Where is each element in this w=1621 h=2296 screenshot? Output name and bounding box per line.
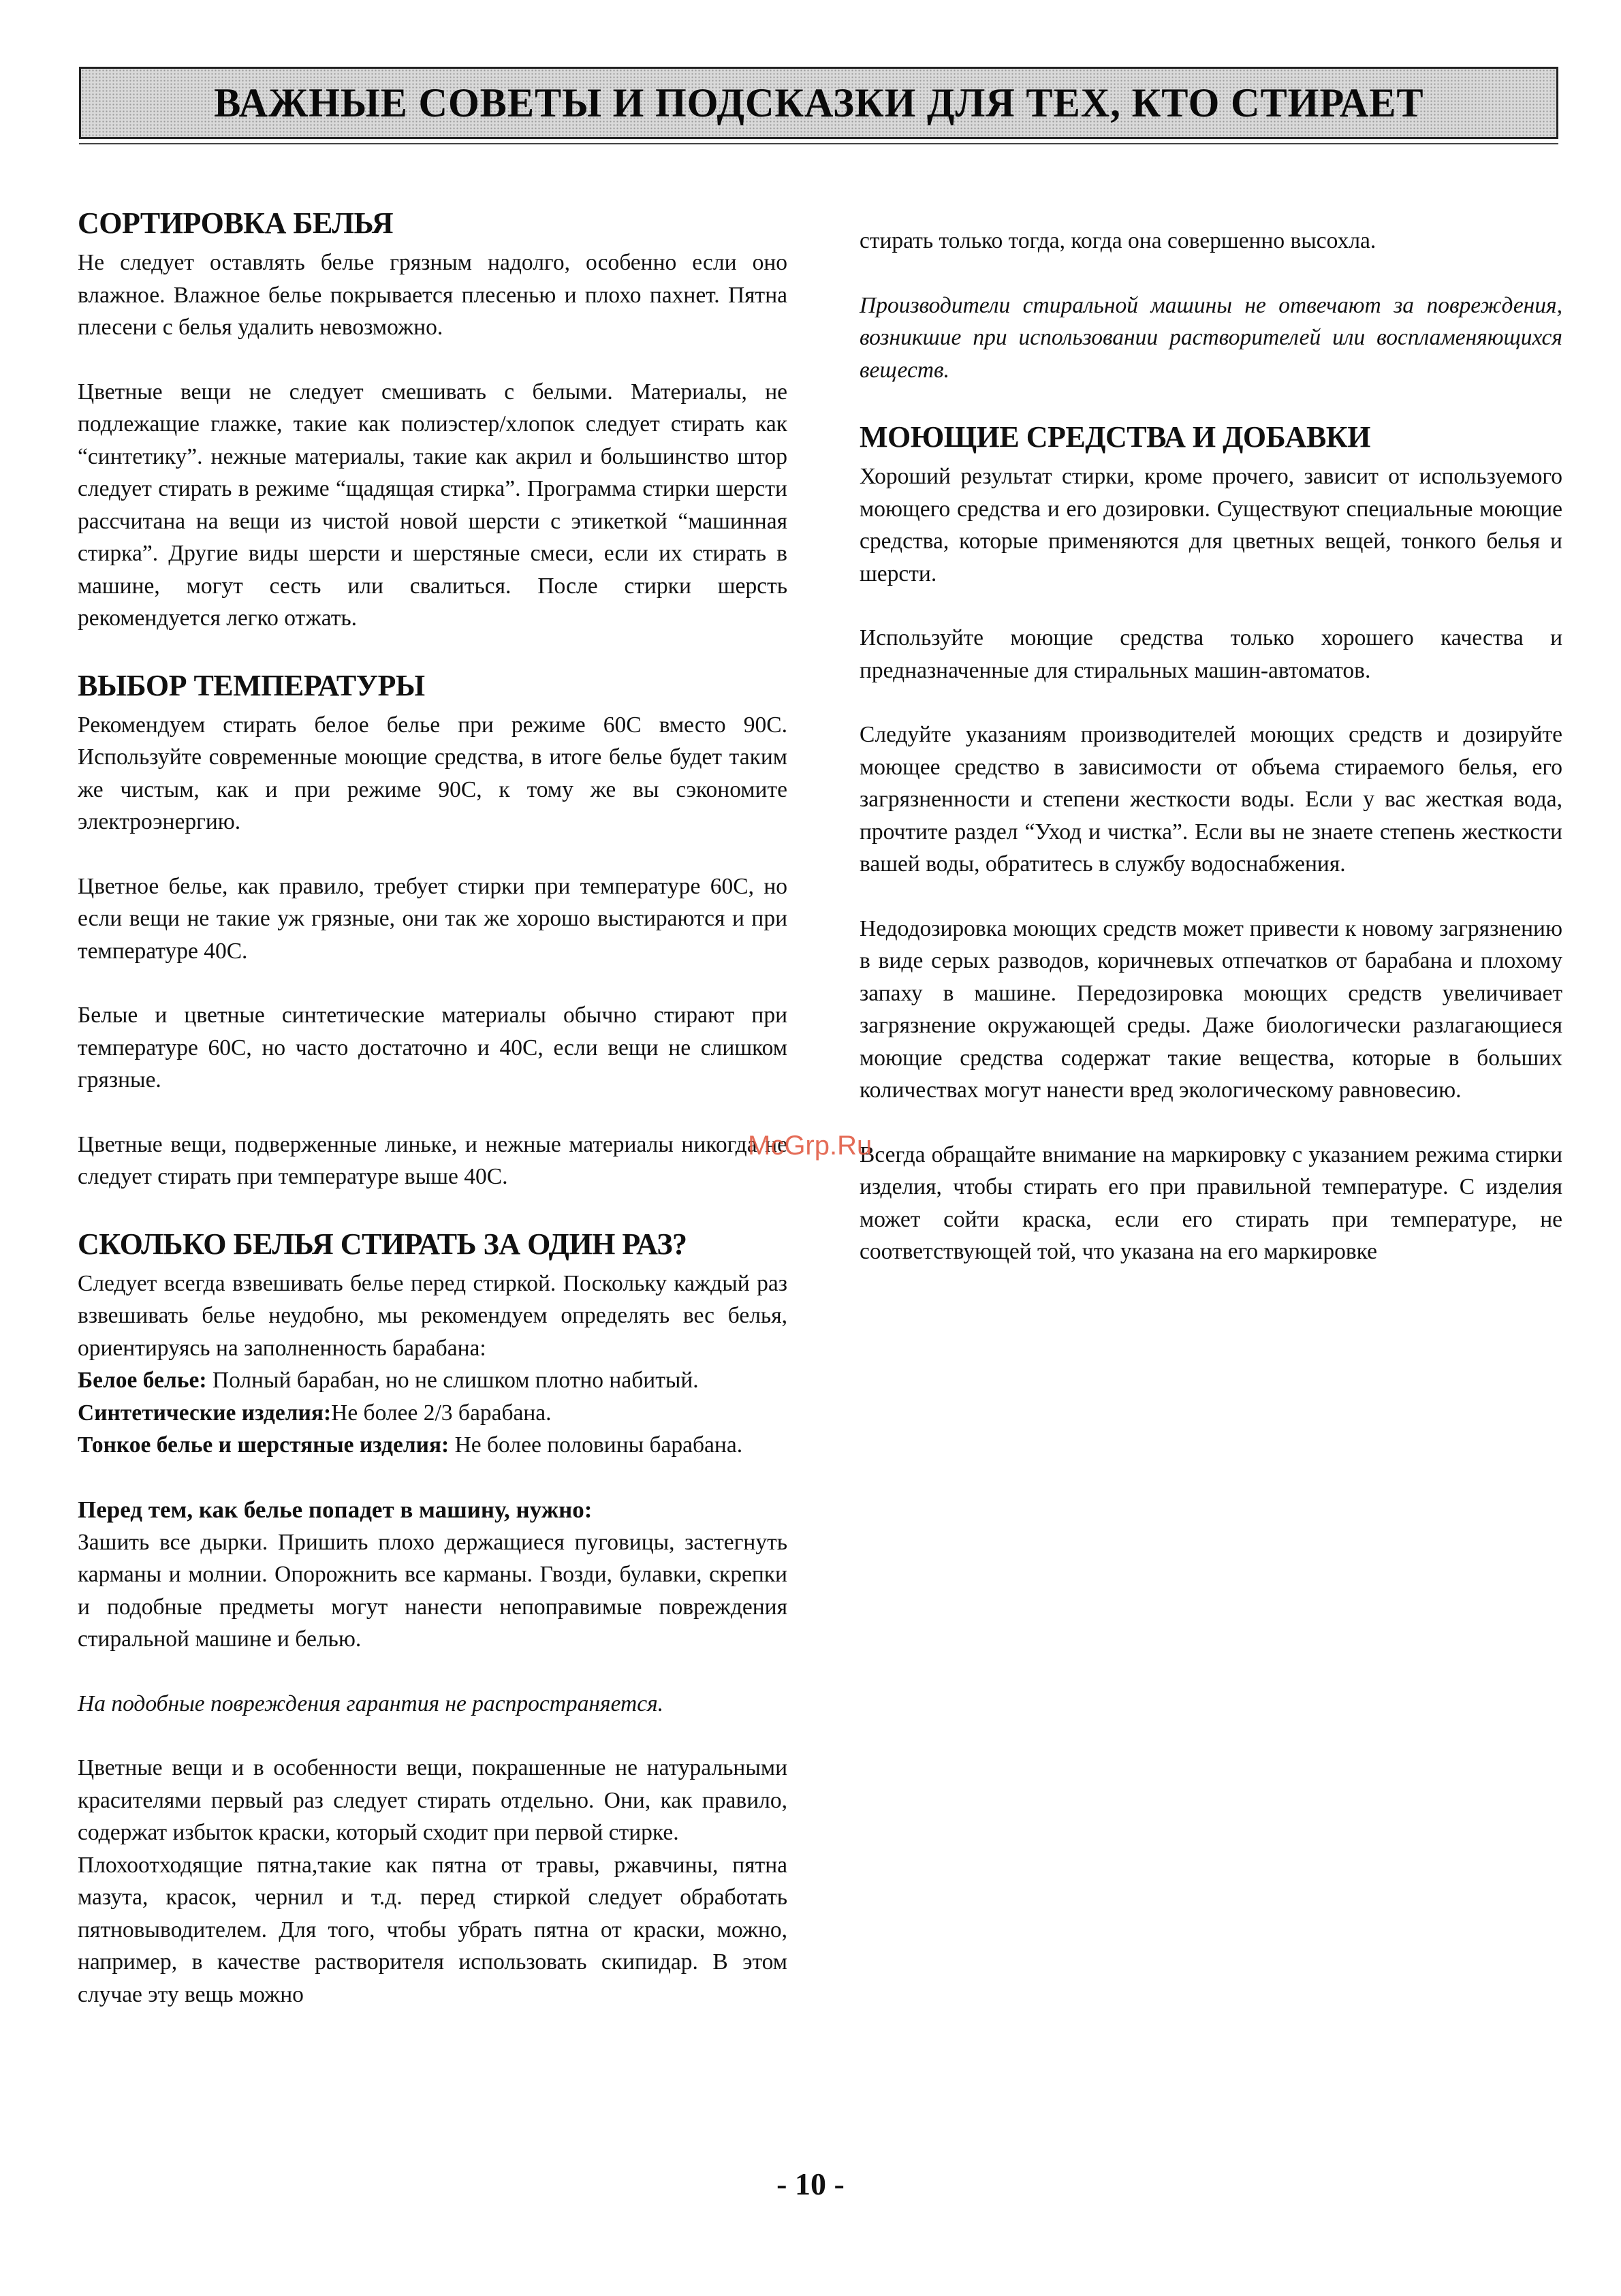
white-laundry-text: Полный барабан, но не слишком плотно набитый.: [206, 1368, 699, 1393]
page-title: ВАЖНЫЕ СОВЕТЫ И ПОДСКАЗКИ ДЛЯ ТЕХ, КТО СТИРАЕТ: [213, 80, 1424, 125]
banner-divider: [79, 143, 1558, 144]
amount-paragraph: Следует всегда взвешивать белье перед стиркой. Поскольку каждый раз взвешивать белье неудобно, мы рекомендуем определять вес белья, ориентируясь на заполненность барабана:: [78, 1270, 787, 1361]
detergents-paragraph-2: Используйте моющие средства только хорошего качества и предназначенные для стиральных машин-автоматов.: [860, 625, 1562, 683]
fine-wool-text: Не более половины барабана.: [449, 1432, 743, 1458]
before-paragraph-3: Плохоотходящие пятна,такие как пятна от травы, ржавчины, пятна мазута, красок, чернил и т.д. перед стиркой следует обработать пятновыводителем. Для того, чтобы убрать пятна от краски, можно, например, в качестве растворителя использовать скипидар. В этом случае эту вещь можно: [78, 1852, 787, 2007]
detergents-paragraph-5: Всегда обращайте внимание на маркировку с указанием режима стирки изделия, чтобы стирать его при правильной температуре. С изделия может сойти краска, если его стирать при температуре, не соответствующей той, что указана на его маркировке: [860, 1142, 1562, 1264]
synthetic-line: [78, 1397, 787, 1430]
detergents-paragraph-3: Следуйте указаниям производителей моющих средств и дозируйте моющее средство в зависимости от объема стираемого белья, его загрязненности и степени жесткости воды. Если у вас жесткая вода, прочтите раздел “Уход и чистка”. Если вы не знаете степень жесткости вашей воды, обратитесь в службу водоснабжения.: [860, 722, 1562, 877]
temperature-paragraph-4: Цветные вещи, подверженные линьке, и нежные материалы никогда не следует стирать при температуре выше 40С.: [78, 1131, 787, 1189]
heading-sorting: СОРТИРОВКА БЕЛЬЯ: [78, 206, 394, 240]
detergents-paragraph-1: Хороший результат стирки, кроме прочего, зависит от используемого моющего средства и его дозировки. Существуют специальные моющие средства, которые применяются для цветных вещей, тонкого белья и шерсти.: [860, 464, 1562, 586]
temperature-paragraph-3: Белые и цветные синтетические материалы обычно стирают при температуре 60С, но часто достаточно и 40С, если вещи не слишком грязные.: [78, 1003, 787, 1092]
title-banner: [79, 67, 1558, 139]
manufacturer-warning: Производители стиральной машины не отвечают за повреждения, возникшие при использовании растворителей или воспламеняющихся веществ.: [860, 292, 1562, 383]
sorting-paragraph-2: Цветные вещи не следует смешивать с белыми. Материалы, не подлежащие глажке, такие как полиэстер/хлопок следует стирать как “синтетику”. нежные материалы, такие как акрил и большинство штор следует стирать в режиме “щадящая стирка”. Программа стирки шерсти рассчитана на вещи из чистой новой шерсти с этикеткой “машинная стирка”. Другие виды шерсти и шерстяные смеси, если их стирать в машине, могут сесть или свалиться. После стирки шерсть рекомендуется легко отжать.: [78, 379, 787, 631]
fine-wool-label: Тонкое белье и шерстяные изделия:: [78, 1432, 450, 1458]
page-number: - 10 -: [776, 2167, 845, 2201]
left-column: [78, 204, 787, 2011]
heading-temperature: ВЫБОР ТЕМПЕРАТУРЫ: [78, 668, 425, 702]
temperature-paragraph-1: Рекомендуем стирать белое белье при режиме 60С вместо 90С. Используйте современные моющие средства, в итоге белье будет таким же чистым, как и при режиме 90С, к тому же вы сэкономите электроэнергию.: [78, 712, 787, 834]
heading-detergents: МОЮЩИЕ СРЕДСТВА И ДОБАВКИ: [860, 420, 1370, 454]
heading-before-washing: Перед тем, как белье попадет в машину, нужно:: [78, 1496, 593, 1523]
before-paragraph-1: Зашить все дырки. Пришить плохо держащиеся пуговицы, застегнуть карманы и молнии. Опорожнить все карманы. Гвозди, булавки, скрепки и подобные предметы могут нанести непоправимые повреждения стиральной машине и белью.: [78, 1529, 787, 1652]
synthetic-label: Синтетические изделия:: [78, 1400, 332, 1426]
sorting-paragraph-1: Не следует оставлять белье грязным надолго, особенно если оно влажное. Влажное белье покрывается плесенью и плохо пахнет. Пятна плесени с белья удалить невозможно.: [78, 250, 787, 340]
watermark: McGrp.Ru: [748, 1131, 872, 1161]
white-laundry-line: [78, 1364, 787, 1397]
heading-amount: СКОЛЬКО БЕЛЬЯ СТИРАТЬ ЗА ОДИН РАЗ?: [78, 1227, 687, 1261]
synthetic-text: Не более 2/3 барабана.: [331, 1400, 552, 1426]
before-paragraph-2: Цветные вещи и в особенности вещи, покрашенные не натуральными красителями первый раз следует стирать отдельно. Они, как правило, содержат избыток краски, который сходит при первой стирке.: [78, 1755, 787, 1845]
continued-text: стирать только тогда, когда она совершенно высохла.: [860, 228, 1376, 253]
detergents-paragraph-4: Недодозировка моющих средств может привести к новому загрязнению в виде серых разводов, коричневых отпечатков от барабана и плохому запаху в машине. Передозировка моющих средств увеличивает загрязнение окружающей среды. Даже биологически разлагающиеся моющие средства содержат такие вещества, которые в больших количествах могут нанести вред экологическому равновесию.: [860, 915, 1562, 1103]
warranty-note: На подобные повреждения гарантия не распространяется.: [78, 1690, 664, 1716]
white-laundry-label: Белое белье:: [78, 1368, 207, 1393]
fine-wool-line: [78, 1429, 787, 1462]
temperature-paragraph-2: Цветное белье, как правило, требует стирки при температуре 60С, но если вещи не такие уж грязные, они так же хорошо выстираются и при температуре 40С.: [78, 873, 787, 964]
right-column: [860, 225, 1562, 1300]
